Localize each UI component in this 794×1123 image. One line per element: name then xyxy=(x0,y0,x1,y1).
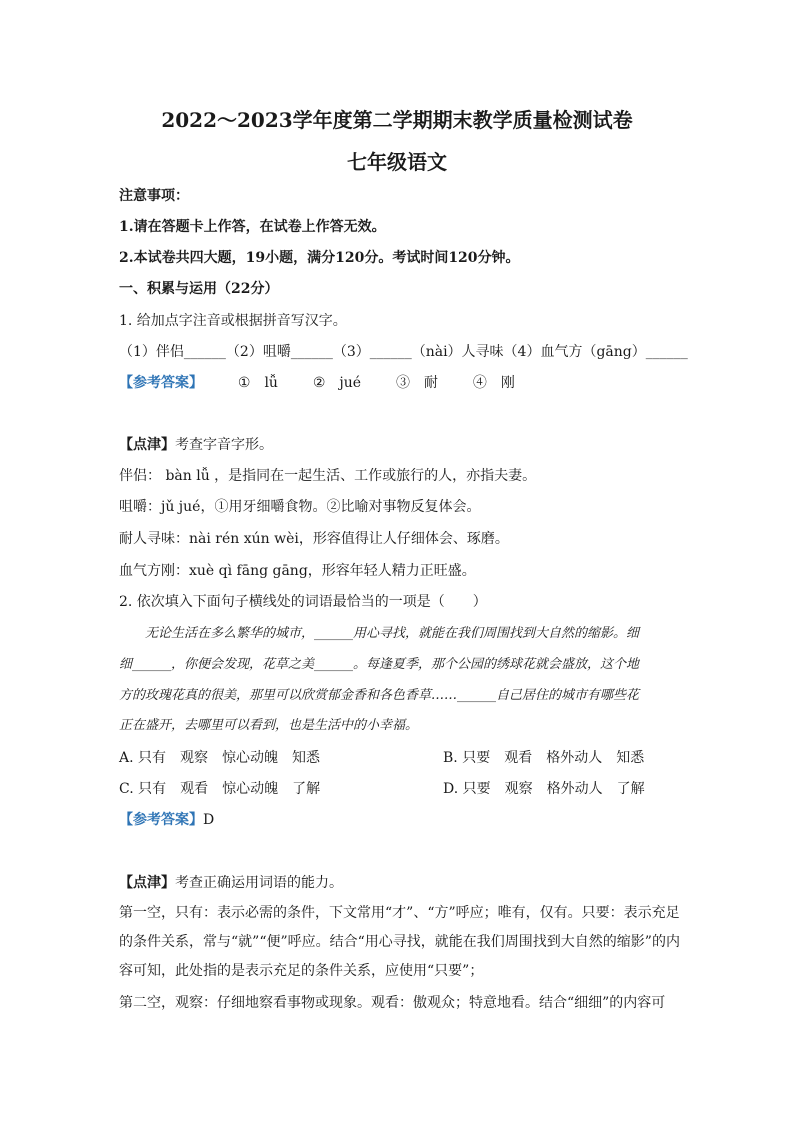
explanation-3: 耐人寻味：nài rén xún wèi，形容值得让人仔细体会、琢磨。 xyxy=(119,531,509,547)
comment-text: 考查正确运用词语的能力。 xyxy=(175,875,343,891)
answer-3: ③ 耐 xyxy=(395,375,438,391)
q2-passage-line-4: 正在盛开，去哪里可以看到，也是生活中的小幸福。 xyxy=(119,718,419,733)
q2-paragraph-1: 第一空，只有：表示必需的条件，下文常用“才”、“方”呼应；唯有，仅有。只要：表示充足的条件关系，常与“就”“便”呼应。结合“用心寻找，就能在我们周围找到大自然的缩影”的内容可知，此处指的是表示充足的条件关系，应使用“只要”； xyxy=(119,905,680,979)
q2-stem: 2. 依次填入下面句子横线处的词语最恰当的一项是（ ） xyxy=(119,594,487,610)
option-b: B. 只要 观看 格外动人 知悉 xyxy=(443,750,645,766)
q2-answer-row xyxy=(119,810,679,830)
notes-item-1: 1.请在答题卡上作答，在试卷上作答无效。 xyxy=(119,219,386,235)
notes-item-2: 2.本试卷共四大题，19小题，满分120分。考试时间120分钟。 xyxy=(119,250,520,266)
q1-line: （1）伴侣______（2）咀嚼______（3）______（nài）人寻味（4）血气方（gāng）______ xyxy=(119,344,688,360)
explanation-1: 伴侣： bàn lǚ ，是指同在一起生活、工作或旅行的人，亦指夫妻。 xyxy=(119,468,537,484)
comment-label: 【点津】 xyxy=(119,875,175,891)
answer-label: 【参考答案】 xyxy=(119,375,203,391)
comment-text: 考查字音字形。 xyxy=(175,437,273,453)
q2-passage-line-2: 细______，你便会发现，花草之美______。每逢夏季，那个公园的绣球花就会盛放，这个地 xyxy=(119,657,640,672)
comment-label: 【点津】 xyxy=(119,437,175,453)
q1-stem: 1. 给加点字注音或根据拼音写汉字。 xyxy=(119,313,347,329)
exam-title: 2022～2023学年度第二学期期末教学质量检测试卷 xyxy=(161,108,633,132)
section-1-heading: 一、积累与运用（22分） xyxy=(119,281,279,297)
option-c: C. 只有 观看 惊心动魄 了解 xyxy=(119,781,321,797)
option-d: D. 只要 观察 格外动人 了解 xyxy=(443,781,645,797)
explanation-2: 咀嚼：jǔ jué，①用牙细嚼食物。②比喻对事物反复体会。 xyxy=(119,499,481,515)
q1-comment xyxy=(119,435,679,455)
answer-1: ① lǚ xyxy=(237,375,278,391)
explanation-4: 血气方刚：xuè qì fāng gāng，形容年轻人精力正旺盛。 xyxy=(119,563,476,579)
q2-answer: D xyxy=(203,812,215,828)
q2-passage-line-3: 方的玫瑰花真的很美，那里可以欣赏郁金香和各色香草……______自己居住的城市有哪些花 xyxy=(119,688,640,703)
answer-4: ④ 刚 xyxy=(472,375,515,391)
q2-passage-line-1: 无论生活在多么繁华的城市，______用心寻找，就能在我们周围找到大自然的缩影。细 xyxy=(145,626,640,641)
q2-comment xyxy=(119,873,679,893)
q2-paragraph-2: 第二空，观察：仔细地察看事物或现象。观看：傲观众；特意地看。结合“细细”的内容可 xyxy=(119,995,666,1011)
answer-label: 【参考答案】 xyxy=(119,812,203,828)
option-a: A. 只有 观察 惊心动魄 知悉 xyxy=(119,750,321,766)
exam-subtitle: 七年级语文 xyxy=(347,150,447,174)
q1-answer-row xyxy=(119,373,679,393)
notes-heading: 注意事项： xyxy=(119,188,189,204)
answer-2: ② jué xyxy=(312,375,362,391)
